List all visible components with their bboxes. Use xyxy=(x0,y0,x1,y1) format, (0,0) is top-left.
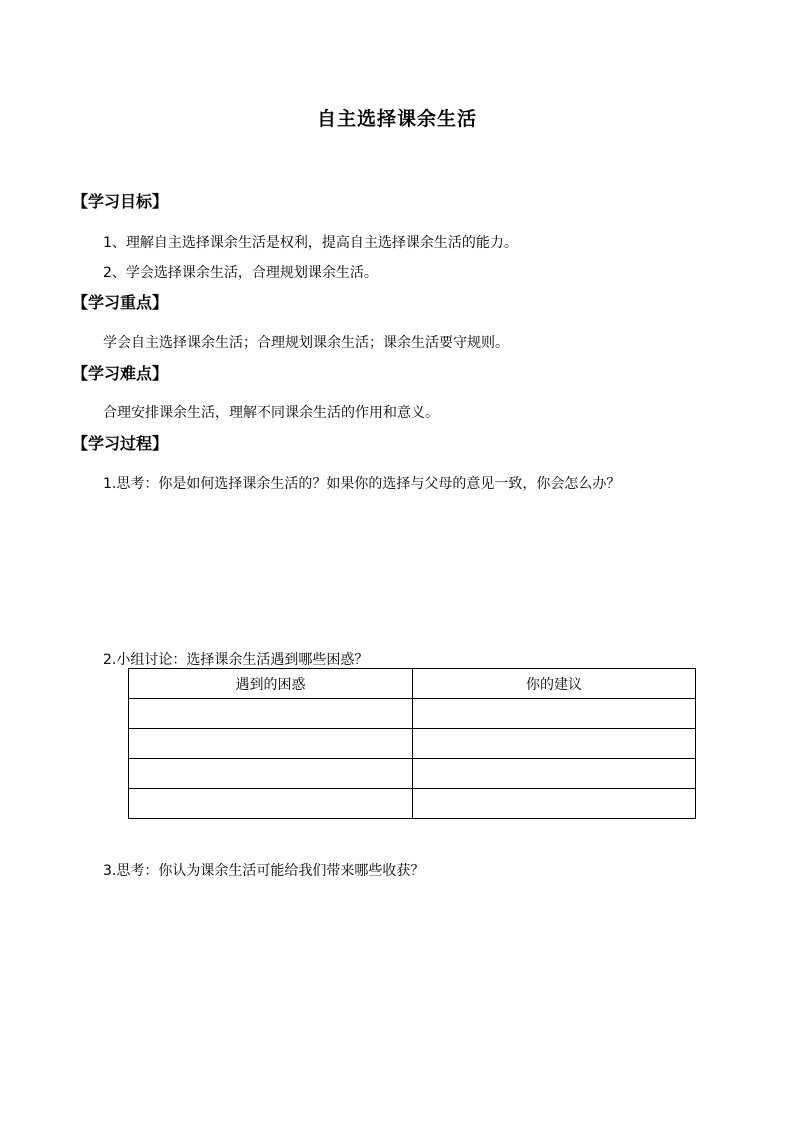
table-cell[interactable] xyxy=(129,789,413,819)
table-header-cell: 遇到的困惑 xyxy=(129,669,413,699)
table-cell[interactable] xyxy=(413,699,696,729)
question-1: 1.思考：你是如何选择课余生活的？如果你的选择与父母的意见一致，你会怎么办？ xyxy=(103,476,621,492)
difficulties-heading: 【学习难点】 xyxy=(72,364,169,383)
table-cell[interactable] xyxy=(129,729,413,759)
question-2: 2.小组讨论：选择课余生活遇到哪些困惑？ xyxy=(103,652,369,668)
question-3: 3.思考：你认为课余生活可能给我们带来哪些收获？ xyxy=(103,863,425,879)
goals-heading: 【学习目标】 xyxy=(72,192,169,211)
table-cell[interactable] xyxy=(129,699,413,729)
table-cell[interactable] xyxy=(129,759,413,789)
table-row xyxy=(129,789,696,819)
discussion-table xyxy=(128,668,696,819)
table-row xyxy=(129,759,696,789)
goal-item-2: 2、学会选择课余生活，合理规划课余生活。 xyxy=(103,265,378,281)
table-cell[interactable] xyxy=(413,729,696,759)
table-cell[interactable] xyxy=(413,789,696,819)
table-row xyxy=(129,729,696,759)
difficulties-text: 合理安排课余生活，理解不同课余生活的作用和意义。 xyxy=(103,405,439,421)
table-header-cell: 你的建议 xyxy=(413,669,696,699)
table-header-row xyxy=(129,669,696,699)
process-heading: 【学习过程】 xyxy=(72,434,169,453)
page-title: 自主选择课余生活 xyxy=(316,108,477,130)
table-row xyxy=(129,699,696,729)
key-points-heading: 【学习重点】 xyxy=(72,293,169,312)
key-points-text: 学会自主选择课余生活；合理规划课余生活；课余生活要守规则。 xyxy=(103,335,509,351)
goal-item-1: 1、理解自主选择课余生活是权利，提高自主选择课余生活的能力。 xyxy=(103,235,518,251)
table-cell[interactable] xyxy=(413,759,696,789)
